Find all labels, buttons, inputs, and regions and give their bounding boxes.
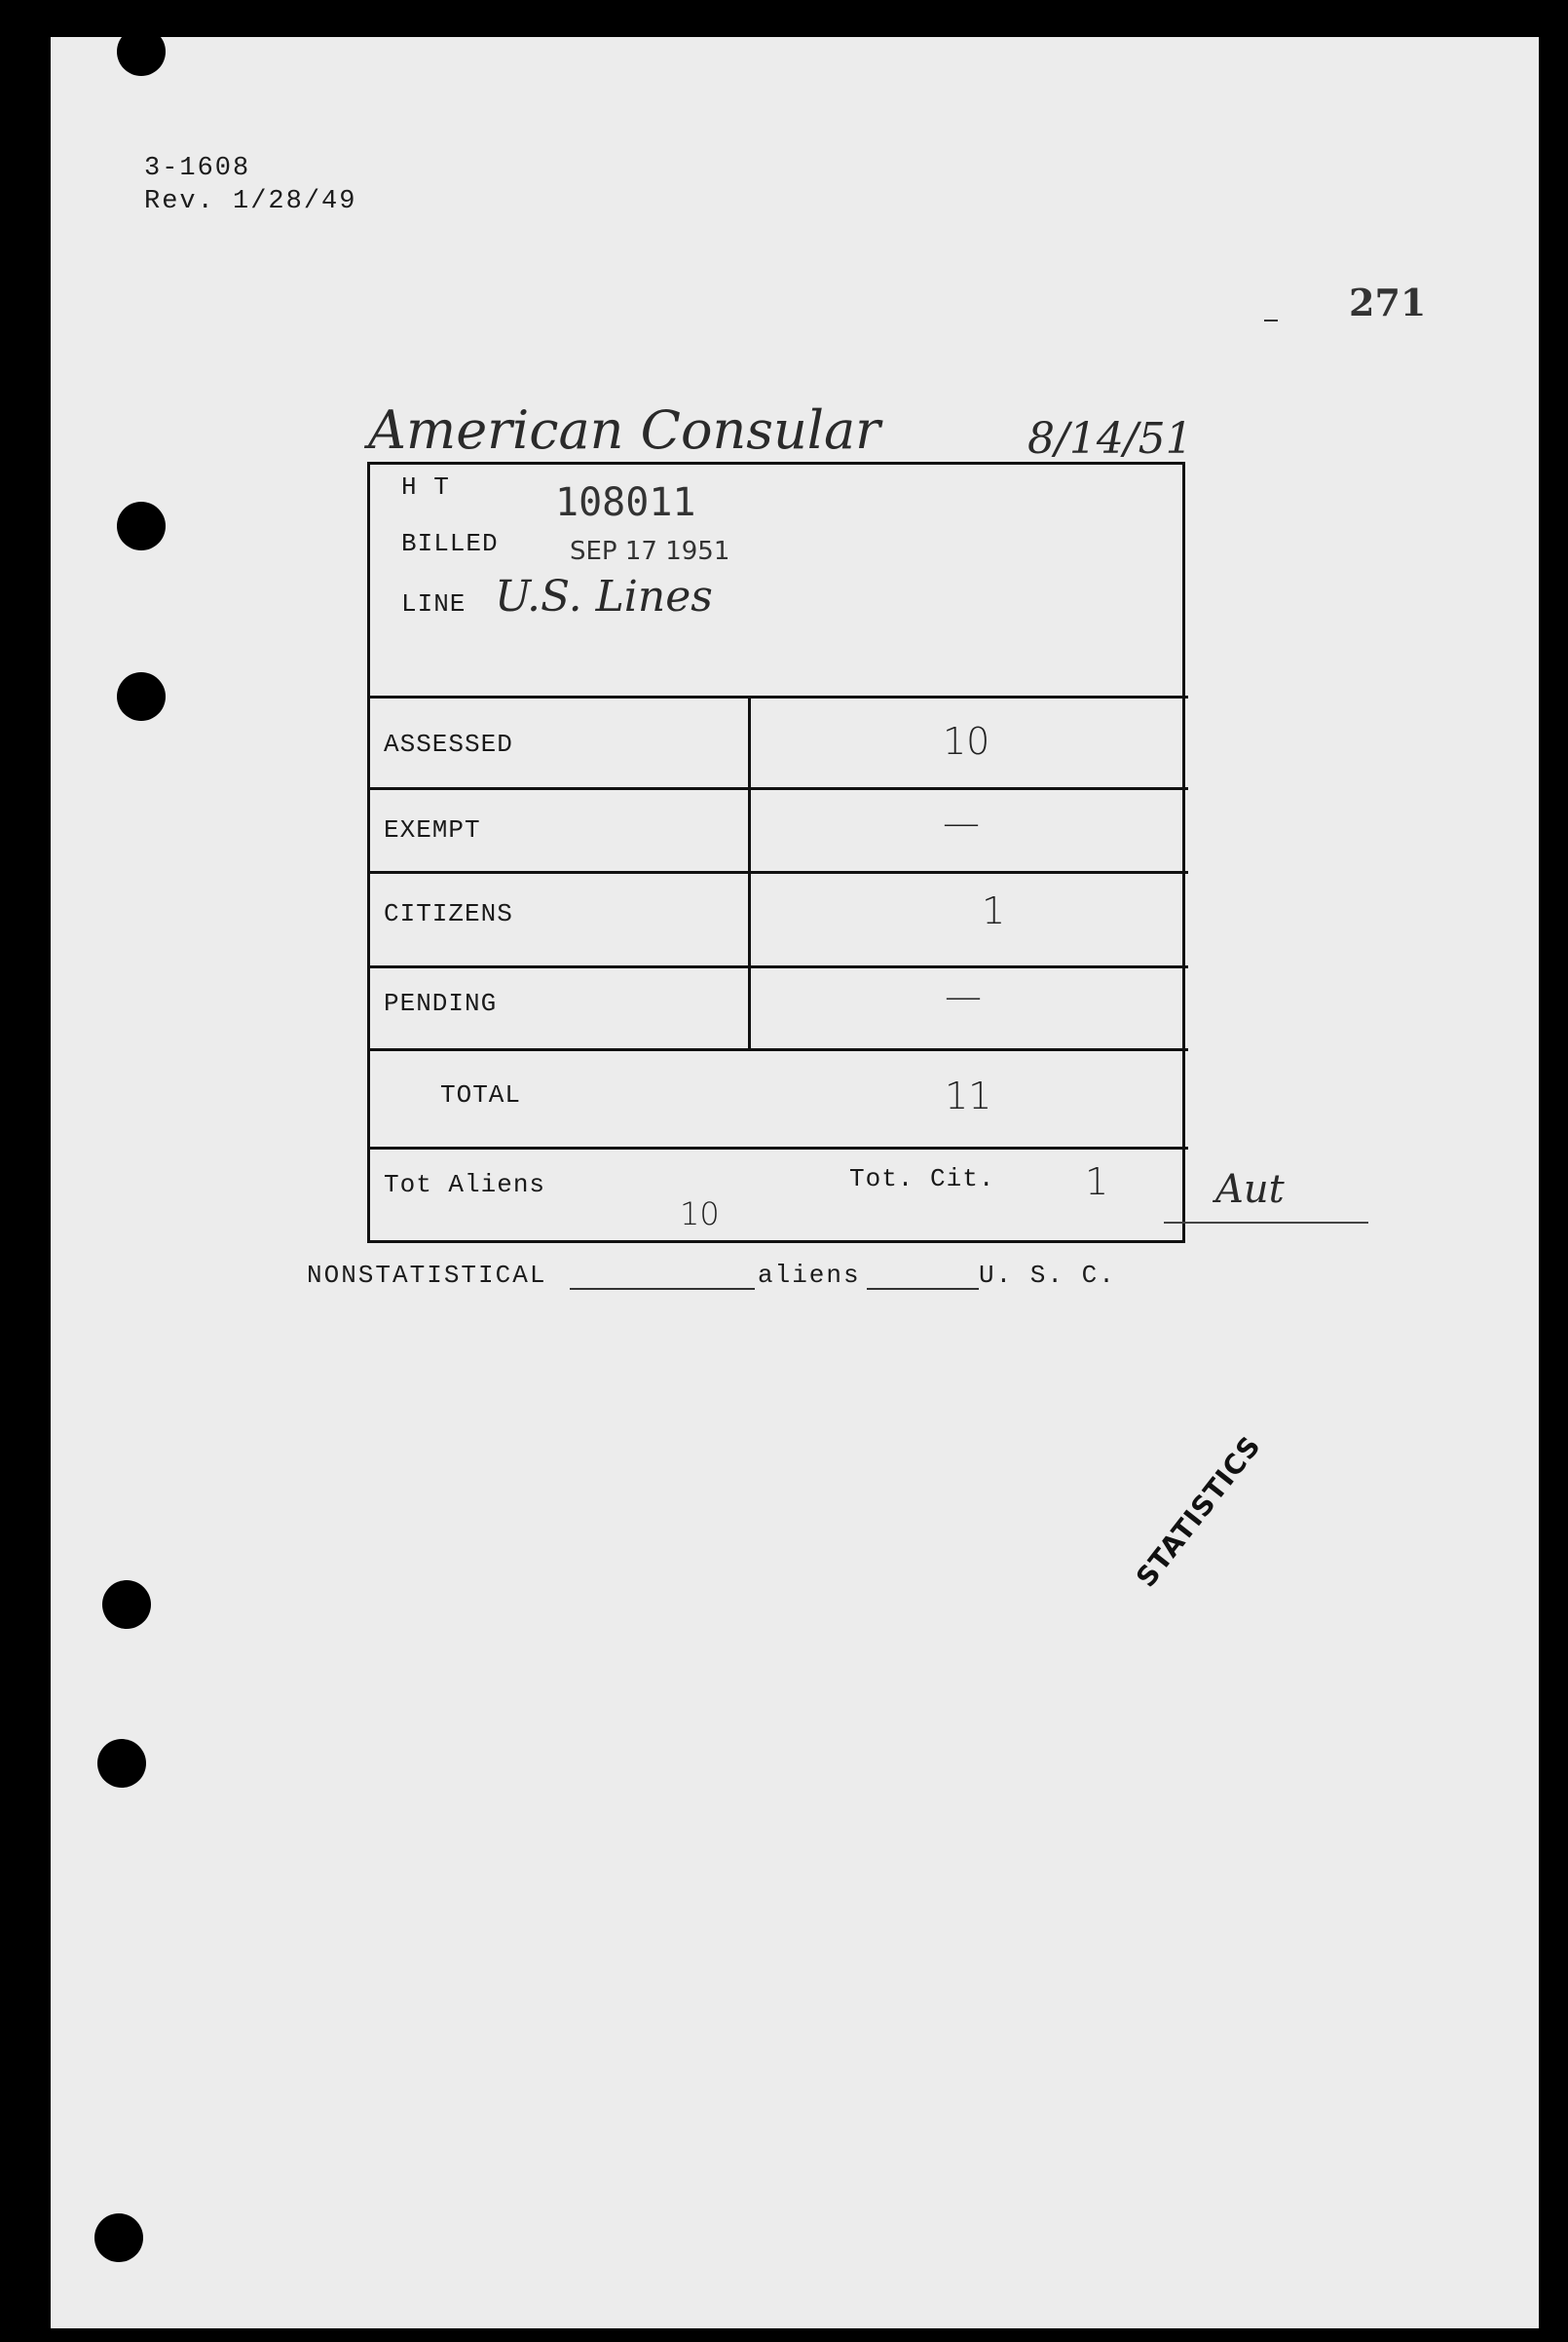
revision-date: Rev. 1/28/49 <box>144 187 357 216</box>
row-divider <box>370 965 1188 968</box>
line-value: U.S. Lines <box>495 572 713 622</box>
tot-aliens-value: 10 <box>680 1195 720 1232</box>
billed-date: SEP 17 1951 <box>570 537 730 566</box>
punch-hole <box>102 1580 151 1629</box>
punch-hole <box>97 1739 146 1788</box>
page-number-dash <box>1264 320 1278 321</box>
ht-label: H T <box>401 472 450 502</box>
row-divider <box>370 871 1188 874</box>
pending-label: PENDING <box>384 989 498 1018</box>
form-table <box>367 462 1185 1243</box>
line-label: LINE <box>401 589 467 619</box>
punch-hole <box>117 27 166 76</box>
total-label: TOTAL <box>440 1080 522 1110</box>
page-number: 271 <box>1349 281 1427 324</box>
billed-label: BILLED <box>401 529 499 558</box>
aliens-blank <box>867 1288 979 1290</box>
usc-label: U. S. C. <box>979 1261 1116 1290</box>
assessed-label: ASSESSED <box>384 730 513 759</box>
initials: Aut <box>1215 1167 1285 1212</box>
nonstatistical-label: NONSTATISTICAL <box>307 1261 547 1290</box>
assessed-value: 10 <box>943 720 990 763</box>
form-number: 3-1608 <box>144 154 251 183</box>
exempt-label: EXEMPT <box>384 815 481 845</box>
ht-number: 108011 <box>555 480 696 525</box>
tot-aliens-label: Tot Aliens <box>384 1170 546 1199</box>
handwritten-office: American Consular <box>368 399 880 461</box>
row-divider <box>370 696 1188 699</box>
row-divider <box>370 1048 1188 1051</box>
initials-underline <box>1164 1222 1368 1224</box>
row-divider <box>370 1147 1188 1150</box>
tot-cit-label: Tot. Cit. <box>849 1164 995 1193</box>
handwritten-date: 8/14/51 <box>1027 414 1193 464</box>
tot-cit-value: 1 <box>1085 1160 1109 1203</box>
punch-hole <box>94 2213 143 2262</box>
row-divider <box>370 787 1188 790</box>
punch-hole <box>117 502 166 550</box>
total-value: 11 <box>945 1075 992 1117</box>
statistics-stamp: STATISTICS <box>1130 1429 1268 1594</box>
exempt-value: — <box>943 802 980 845</box>
pending-value: — <box>945 975 982 1018</box>
column-divider <box>748 699 751 1049</box>
punch-hole <box>117 672 166 721</box>
nonstatistical-blank <box>570 1288 755 1290</box>
citizens-label: CITIZENS <box>384 899 513 928</box>
citizens-value: 1 <box>982 889 1006 932</box>
aliens-label: aliens <box>758 1261 861 1290</box>
